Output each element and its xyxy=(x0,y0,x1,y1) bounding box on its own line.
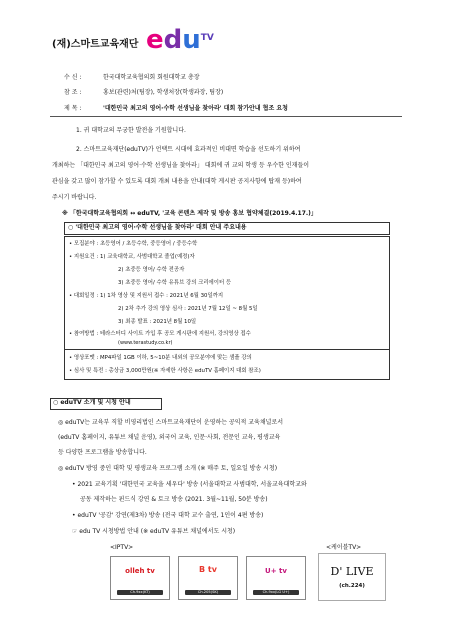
to-value: 한국대학교육협의회 회원대학교 총장 xyxy=(103,74,200,81)
summary-format: • 영상포맷 : MP4파일 1GB 이하, 5~10분 내외의 공모분야에 맞는 샘플 강의 xyxy=(69,355,252,361)
header-divider xyxy=(50,116,402,117)
summary-schedule-3: 3) 최종 발표 : 2021년 8월 10일 xyxy=(118,319,197,325)
summary-requirement-1: • 지원요건 : 1) 교육대학교, 사범대학교 졸업(예정)자 xyxy=(69,254,195,260)
paragraph-1: 1. 귀 대학교의 무궁한 발전을 기원합니다. xyxy=(76,127,186,134)
mou-note: ※ 「한국대학교육협의회 ↔ eduTV, '교육 콘텐츠 제작 및 방송 홍보 협약체결(2019.4.17.)」 xyxy=(62,210,317,217)
u-plus-tv-card[interactable] xyxy=(246,556,306,600)
edutv-logo: edu$^{TV}$ xyxy=(146,25,214,55)
summary-schedule-1: • 대회일정 : 1) 1차 영상 및 지원서 접수 : 2021년 6월 30일까지 xyxy=(69,293,224,299)
subject-label: 제 목 : xyxy=(64,105,82,112)
intro-d1: • eduTV '공감' 강연(제3차) 방송 (전국 대학 교수 출연, 1인이 4편 방송) xyxy=(72,512,264,519)
cc-value: 홍보(관련)처(팀장), 학생처장(학생과장, 팀장) xyxy=(103,89,224,96)
subject-value: '대한민국 최고의 영어·수학 선생님을 찾아라' 대회 참가안내 협조 요청 xyxy=(103,105,288,112)
summary-schedule-2: 2) 2차 추가 강의 영상 심사 : 2021년 7월 12일 ~ 8월 5일 xyxy=(118,306,258,312)
iptv-label: <IPTV> xyxy=(110,544,134,551)
summary-title: ○ '대한민국 최고의 영어·수학 선생님을 찾아라' 대회 안내 주요내용 xyxy=(68,224,247,231)
summary-requirement-3: 3) 초중등 영어/ 수학 유튜브 강의 크리에이터 등 xyxy=(118,280,232,286)
summary-prize: • 심사 및 특전 : 총상금 3,000만원(※ 자세한 사항은 eduTV 홈페이지 대회 참조) xyxy=(69,368,261,374)
paragraph-2-line-4: 주시기 바랍니다. xyxy=(52,194,97,201)
dlive-card[interactable] xyxy=(318,553,386,601)
intro-a3: 등 다양한 프로그램을 방송합니다. xyxy=(58,449,147,456)
cable-label: <케이블TV> xyxy=(326,544,362,551)
olleh-tv-card[interactable] xyxy=(110,556,170,600)
intro-a1: ◎ eduTV는 교육부 직할 비영리법인 스마트교육재단이 운영하는 공익적 교육채널로서 xyxy=(58,419,284,426)
b-tv-card[interactable] xyxy=(178,556,238,600)
summary-recruit: • 모집분야 : 초등영어 / 초등수학, 중등영어 / 중등수학 xyxy=(69,241,198,247)
u-plus-tv-logo: U+ tv xyxy=(265,567,287,575)
olleh-tv-logo: olleh tv xyxy=(125,567,155,575)
intro-title: ○ eduTV 소개 및 시청 안내 xyxy=(53,399,131,406)
intro-b1: ◎ eduTV 방영 중인 대학 및 평생교육 프로그램 소개 (※ 매주 토, 일요일 방송 시청) xyxy=(58,465,278,472)
intro-e1: ☞ edu TV 시청방법 안내 (※ eduTV 유튜브 채널에서도 시청) xyxy=(72,528,236,535)
u-plus-tv-channel: Ch.9xx(LG U+) xyxy=(253,590,299,595)
dlive-channel: (ch.224) xyxy=(339,583,365,589)
paragraph-2-line-2: 개최하는 「대한민국 최고의 영어·수학 선생님을 찾아라」 대회에 귀 교의 학생 등 우수한 인재들이 xyxy=(52,162,310,169)
summary-apply-1: • 참여방법 : 테라스터디 사이트 가입 후 공모 게시판에 지원서, 강의영상 접수 xyxy=(69,331,251,337)
paragraph-2-line-1: 2. 스마트교육재단(eduTV)가 언택트 시대에 효과적인 비대면 학습을 선도하기 위하여 xyxy=(76,146,301,153)
summary-apply-url[interactable]: (www.terastudy.co.kr) xyxy=(118,340,173,346)
to-label: 수 신 : xyxy=(64,74,82,81)
b-tv-channel: Ch.205(SK) xyxy=(185,590,231,595)
intro-c2: 공동 제작하는 핀드식 강연 & 토크 방송 (2021. 3월~11월, 50분 방송) xyxy=(80,496,268,503)
intro-c1: • 2021 교육기획 '대한민국 교육을 세우다' 방송 (서울대학교 사범대학, 서울교육대학교와 xyxy=(72,481,307,488)
b-tv-logo: B tv xyxy=(199,565,217,574)
cc-label: 참 조 : xyxy=(64,89,82,96)
summary-content-box-lower xyxy=(64,348,390,380)
logo-sup: TV xyxy=(200,33,214,43)
paragraph-2-line-3: 관심을 갖고 많이 참가할 수 있도록 대회 개최 내용을 안내(대학 게시판 공지사항에 탑재 등)하여 xyxy=(52,178,302,185)
olleh-tv-channel: Ch.9xx(KT) xyxy=(117,590,163,595)
dlive-logo: D' LIVE xyxy=(330,565,374,578)
organization-name: (재)스마트교육재단 xyxy=(52,39,139,50)
summary-requirement-2: 2) 초중등 영어/ 수학 전공자 xyxy=(118,267,185,273)
intro-a2: (eduTV 홈페이지, 유튜브 채널 운영), 외국어 교육, 인문·사회, 전문인 교육, 평생교육 xyxy=(58,434,281,441)
